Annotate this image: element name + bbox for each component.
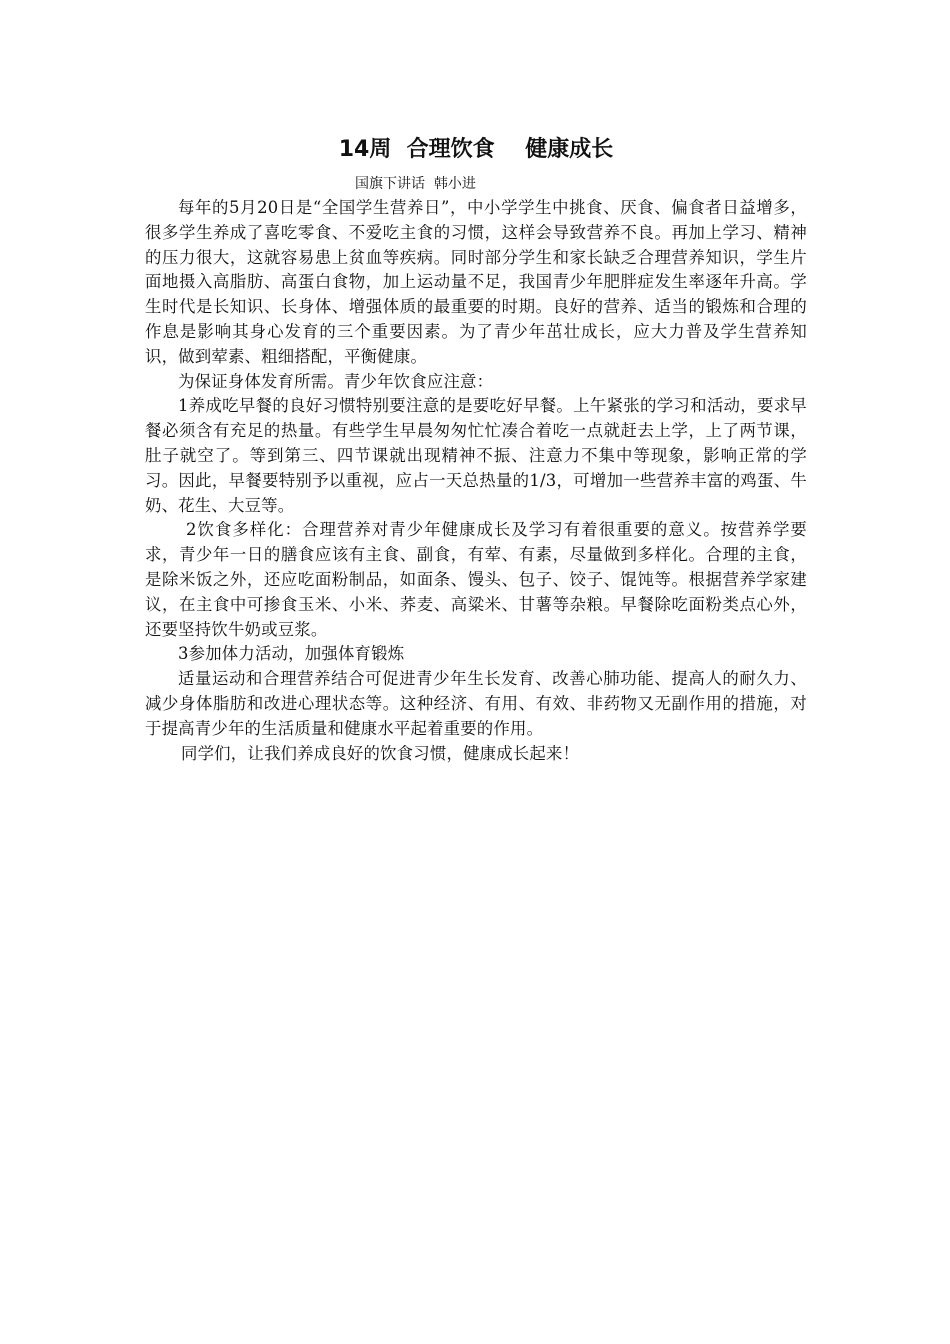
document-byline: 国旗下讲话 韩小进 xyxy=(355,176,476,192)
document-title: 14周 合理饮食 健康成长 xyxy=(338,137,614,162)
paragraph-point-1: 1养成吃早餐的良好习惯特别要注意的是要吃好早餐。上午紧张的学习和活动，要求早餐必须含有充足的热量。有些学生早晨匆匆忙忙凑合着吃一点就赶去上学，上了两节课，肚子就空了。等到第三、四节课就出现精神不振、注意力不集中等现象，影响正常的学习。因此，早餐要特别予以重视，应占一天总热量的1/3，可增加一些营养丰富的鸡蛋、牛奶、花生、大豆等。 xyxy=(145,396,807,515)
paragraph-closing: 同学们，让我们养成良好的饮食习惯，健康成长起来！ xyxy=(181,743,580,763)
paragraph-intro: 每年的5月20日是“全国学生营养日”，中小学学生中挑食、厌食、偏食者日益增多，很多学生养成了喜吃零食、不爱吃主食的习惯，这样会导致营养不良。再加上学习、精神的压力很大，这就容易患上贫血等疾病。同时部分学生和家长缺乏合理营养知识，学生片面地摄入高脂肪、高蛋白食物，加上运动量不足，我国青少年肥胖症发生率逐年升高。学生时代是长知识、长身体、增强体质的最重要的时期。良好的营养、适当的锻炼和合理的作息是影响其身心发育的三个重要因素。为了青少年茁壮成长，应大力普及学生营养知识，做到荤素、粗细搭配，平衡健康。 xyxy=(145,198,807,366)
paragraph-point-3-heading: 3参加体力活动，加强体育锻炼 xyxy=(178,644,405,664)
paragraph-point-2: 2饮食多样化：合理营养对青少年健康成长及学习有着很重要的意义。按营养学要求，青少年一日的膳食应该有主食、副食，有荤、有素，尽量做到多样化。合理的主食，是除米饭之外，还应吃面粉制品，如面条、馒头、包子、饺子、馄饨等。根据营养学家建议，在主食中可掺食玉米、小米、荞麦、高粱米、甘薯等杂粮。早餐除吃面粉类点心外，还要坚持饮牛奶或豆浆。 xyxy=(145,520,807,639)
paragraph-notice: 为保证身体发育所需。青少年饮食应注意： xyxy=(178,371,494,391)
document-page xyxy=(145,130,807,766)
paragraph-point-3-body: 适量运动和合理营养结合可促进青少年生长发育、改善心肺功能、提高人的耐久力、减少身体脂肪和改进心理状态等。这种经济、有用、有效、非药物又无副作用的措施，对于提高青少年的生活质量和健康水平起着重要的作用。 xyxy=(145,669,807,738)
